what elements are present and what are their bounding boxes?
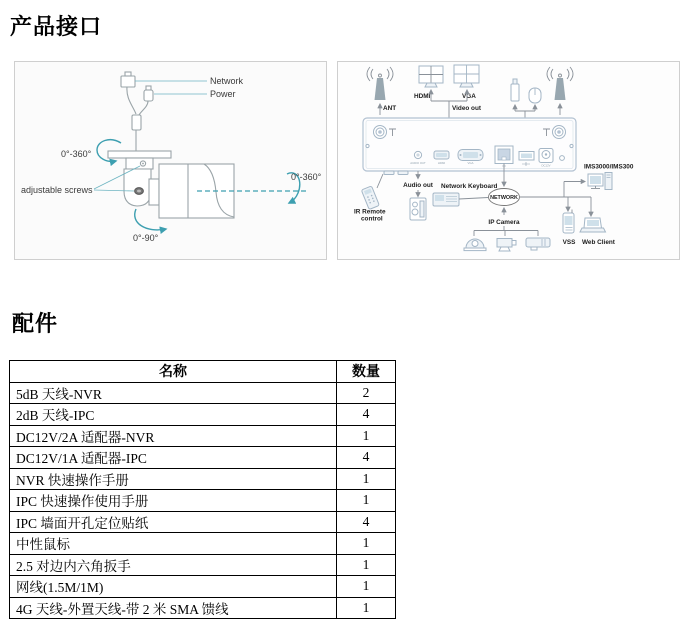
- ip-camera-tree-lines: [474, 226, 538, 236]
- accessory-qty-cell: 1: [337, 425, 396, 447]
- table-row: [10, 533, 396, 555]
- table-row: [10, 468, 396, 490]
- roll-rotation-label: 0°-360°: [291, 172, 322, 182]
- hdmi-monitor-icon: [419, 66, 443, 87]
- ir-remote-icon: [361, 186, 379, 210]
- box-camera-icon: [497, 239, 516, 252]
- table-row: [10, 597, 396, 619]
- video-out-label: Video out: [452, 105, 481, 112]
- header-name: 名称: [10, 361, 337, 383]
- accessory-name-cell: 网线(1.5M/1M): [10, 576, 337, 598]
- ir-signal-line: [377, 174, 383, 188]
- accessory-name-cell: 2dB 天线-IPC: [10, 404, 337, 426]
- pan-rotation-label: 0°-360°: [61, 149, 92, 159]
- svg-text:AUDIO OUT: AUDIO OUT: [410, 161, 426, 165]
- table-row: [10, 382, 396, 404]
- vss-phone-icon: [563, 210, 574, 234]
- power-plug-icon: [144, 86, 153, 101]
- audio-out-label: Audio out: [403, 182, 433, 189]
- network-keyboard-label: Network Keyboard: [441, 183, 498, 190]
- accessory-name-cell: 2.5 对边内六角扳手: [10, 554, 337, 576]
- accessory-qty-cell: 1: [337, 554, 396, 576]
- hdmi-monitor-label: HDMI: [414, 93, 431, 100]
- vga-monitor-label: VGA: [462, 93, 476, 100]
- table-row: [10, 404, 396, 426]
- accessory-name-cell: 4G 天线-外置天线-带 2 米 SMA 馈线: [10, 597, 337, 619]
- camera-diagram: [14, 61, 327, 260]
- ground-screw: [560, 156, 565, 161]
- section-title-interfaces: 产品接口: [10, 14, 103, 39]
- table-row: [10, 425, 396, 447]
- ip-camera-label: IP Camera: [488, 219, 520, 226]
- table-row: [10, 576, 396, 598]
- table-row: [10, 490, 396, 512]
- svg-text:HDMI: HDMI: [437, 161, 446, 165]
- table-row: [10, 447, 396, 469]
- accessory-qty-cell: 4: [337, 511, 396, 533]
- ant-label: ANT: [383, 105, 397, 112]
- accessory-name-cell: IPC 墙面开孔定位贴纸: [10, 511, 337, 533]
- accessory-qty-cell: 4: [337, 447, 396, 469]
- accessory-name-cell: 5dB 天线-NVR: [10, 382, 337, 404]
- antenna-left-icon: [367, 67, 393, 100]
- bullet-camera-icon: [526, 238, 550, 250]
- network-cable-label: Network: [210, 76, 244, 86]
- accessory-qty-cell: 1: [337, 576, 396, 598]
- table-row: [10, 554, 396, 576]
- tilt-rotation-label: 0°-90°: [133, 233, 159, 243]
- accessory-qty-cell: 2: [337, 382, 396, 404]
- model-label: IMS3000/IMS300: [584, 163, 634, 171]
- web-client-laptop-icon: [580, 218, 606, 232]
- antenna-right-icon: [547, 67, 573, 100]
- mouse-icon: [529, 88, 541, 103]
- accessory-name-cell: 中性鼠标: [10, 533, 337, 555]
- speaker-icon: [410, 198, 426, 220]
- section-title-accessories: 配件: [12, 311, 59, 336]
- vss-label: VSS: [562, 239, 576, 246]
- power-cable-label: Power: [210, 89, 236, 99]
- accessory-name-cell: NVR 快速操作手册: [10, 468, 337, 490]
- keyboard-network-line: [459, 198, 488, 200]
- accessory-qty-cell: 1: [337, 533, 396, 555]
- network-cloud-label: NETWORK: [490, 195, 518, 201]
- accessory-qty-cell: 1: [337, 490, 396, 512]
- ir-remote-label-line2: control: [361, 215, 383, 223]
- accessory-qty-cell: 1: [337, 597, 396, 619]
- web-client-label: Web Client: [582, 239, 615, 246]
- client-tree-lines: [520, 182, 592, 217]
- svg-text:DC12V: DC12V: [541, 163, 551, 168]
- accessory-name-cell: DC12V/1A 适配器-IPC: [10, 447, 337, 469]
- accessories-table: [9, 360, 396, 619]
- accessory-name-cell: IPC 快速操作使用手册: [10, 490, 337, 512]
- camera-diagram-svg: [15, 62, 326, 259]
- vga-monitor-icon: [454, 65, 479, 87]
- nvr-rear-panel: [363, 118, 576, 175]
- ir-remote-label-line1: IR Remote: [354, 208, 386, 216]
- dome-camera-icon: [464, 239, 486, 251]
- usb-stick-icon: [511, 79, 519, 101]
- adjustable-screws-label: adjustable screws: [21, 185, 93, 195]
- table-header-row: [10, 361, 396, 383]
- network-keyboard-icon: [433, 193, 459, 206]
- network-plug-icon: [121, 72, 135, 87]
- table-row: [10, 511, 396, 533]
- header-qty: 数量: [337, 361, 396, 383]
- accessory-qty-cell: 1: [337, 468, 396, 490]
- pc-client-icon: [588, 173, 612, 190]
- svg-text:VGA: VGA: [467, 161, 474, 165]
- nvr-diagram-svg: [338, 62, 679, 259]
- accessory-name-cell: DC12V/2A 适配器-NVR: [10, 425, 337, 447]
- accessory-qty-cell: 4: [337, 404, 396, 426]
- nvr-diagram: [337, 61, 680, 260]
